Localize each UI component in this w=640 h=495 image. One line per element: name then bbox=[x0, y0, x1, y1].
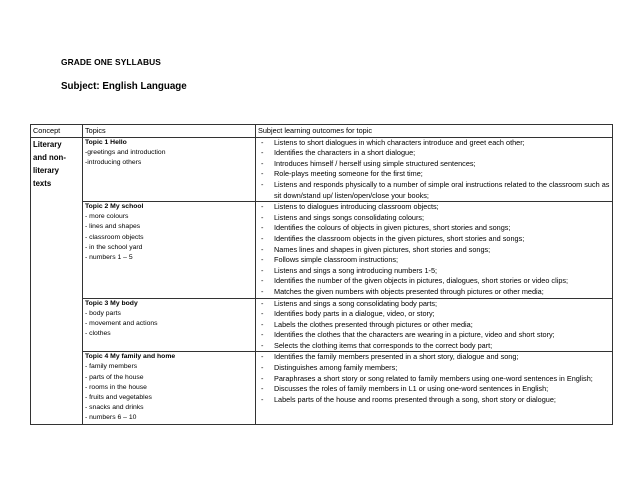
outcome-item: - Distinguishes among family members; bbox=[258, 363, 610, 374]
outcome-item: - Selects the clothing items that corresponds to the correct body part; bbox=[258, 341, 610, 352]
outcome-item: - Identifies the family members presented in a short story, dialogue and song; bbox=[258, 352, 610, 363]
table-row bbox=[31, 202, 613, 298]
outcome-item: - Names lines and shapes in given pictures, short stories and songs; bbox=[258, 245, 610, 256]
outcome-item: - Paraphrases a short story or song related to family members using one-word sentences in English; bbox=[258, 374, 610, 385]
outcome-item: - Identifies the number of the given objects in pictures, dialogues, short stories or video clips; bbox=[258, 276, 610, 287]
topic-cell bbox=[83, 202, 256, 298]
outcomes-cell bbox=[256, 137, 613, 202]
topic-item: - numbers 1 – 5 bbox=[85, 253, 133, 261]
outcomes-list bbox=[258, 138, 610, 202]
topic-cell bbox=[83, 298, 256, 352]
topic-cell bbox=[83, 137, 256, 202]
header-topics: Topics bbox=[83, 125, 256, 138]
outcome-item: - Listens and sings a song introducing numbers 1-5; bbox=[258, 266, 610, 277]
topic-title: Topic 3 My body bbox=[85, 299, 138, 307]
outcome-item: - Follows simple classroom instructions; bbox=[258, 255, 610, 266]
concept-line: and non- bbox=[33, 152, 66, 162]
header-outcomes: Subject learning outcomes for topic bbox=[256, 125, 613, 138]
outcomes-list bbox=[258, 299, 610, 352]
topic-item: - more colours bbox=[85, 213, 129, 221]
topic-item: - numbers 6 – 10 bbox=[85, 414, 137, 422]
topic-item: - parts of the house bbox=[85, 373, 144, 381]
topic-item: - lines and shapes bbox=[85, 223, 141, 231]
topic-cell bbox=[83, 352, 256, 424]
concept-line: Literary bbox=[33, 139, 62, 149]
syllabus-table bbox=[30, 124, 613, 425]
outcomes-list bbox=[258, 352, 610, 405]
header-concept: Concept bbox=[31, 125, 83, 138]
concept-line: literary bbox=[33, 165, 60, 175]
concept-cell bbox=[31, 137, 83, 424]
outcome-item: - Listens and responds physically to a number of simple oral instructions related to the classroom such as sit down/stand up/ listen/open/close your books; bbox=[258, 180, 610, 201]
outcome-item: - Discusses the roles of family members in L1 or using one-word sentences in English; bbox=[258, 384, 610, 395]
table-row bbox=[31, 298, 613, 352]
outcome-item: - Listens to dialogues introducing classroom objects; bbox=[258, 202, 610, 213]
table-row bbox=[31, 137, 613, 202]
table-body bbox=[31, 137, 613, 424]
outcomes-list bbox=[258, 202, 610, 297]
document-title: GRADE ONE SYLLABUS bbox=[61, 57, 161, 67]
outcome-item: - Introduces himself / herself using simple structured sentences; bbox=[258, 159, 610, 170]
outcome-item: - Identifies the colours of objects in given pictures, short stories and songs; bbox=[258, 223, 610, 234]
outcome-item: - Identifies the clothes that the characters are wearing in a picture, video and short story; bbox=[258, 330, 610, 341]
document-subject: Subject: English Language bbox=[61, 81, 187, 92]
topic-item: - family members bbox=[85, 363, 138, 371]
outcome-item: - Labels the clothes presented through pictures or other media; bbox=[258, 320, 610, 331]
outcomes-cell bbox=[256, 298, 613, 352]
table-row bbox=[31, 352, 613, 424]
outcomes-cell bbox=[256, 352, 613, 424]
topic-title: Topic 4 My family and home bbox=[85, 353, 176, 361]
topic-item: - movement and actions bbox=[85, 319, 158, 327]
topic-item: - classroom objects bbox=[85, 233, 144, 241]
outcome-item: - Identifies body parts in a dialogue, video, or story; bbox=[258, 309, 610, 320]
outcome-item: - Identifies the characters in a short dialogue; bbox=[258, 148, 610, 159]
outcome-item: - Listens and sings a song consolidating body parts; bbox=[258, 299, 610, 310]
topic-item: - fruits and vegetables bbox=[85, 394, 152, 402]
outcome-item: - Matches the given numbers with objects presented through pictures or other media; bbox=[258, 287, 610, 298]
topic-item: - snacks and drinks bbox=[85, 404, 144, 412]
topic-item: -introducing others bbox=[85, 158, 142, 166]
topic-item: - body parts bbox=[85, 309, 121, 317]
concept-line: texts bbox=[33, 178, 52, 188]
table-header-row bbox=[31, 125, 613, 138]
outcome-item: - Labels parts of the house and rooms presented through a song, short story or dialogue; bbox=[258, 395, 610, 406]
topic-item: - rooms in the house bbox=[85, 383, 147, 391]
topic-item: - in the school yard bbox=[85, 243, 143, 251]
outcome-item: - Role-plays meeting someone for the first time; bbox=[258, 169, 610, 180]
outcomes-cell bbox=[256, 202, 613, 298]
topic-title: Topic 2 My school bbox=[85, 203, 144, 211]
topic-item: - clothes bbox=[85, 329, 111, 337]
outcome-item: - Listens and sings songs consolidating colours; bbox=[258, 213, 610, 224]
outcome-item: - Listens to short dialogues in which characters introduce and greet each other; bbox=[258, 138, 610, 149]
topic-title: Topic 1 Hello bbox=[85, 138, 127, 146]
topic-item: -greetings and introduction bbox=[85, 148, 166, 156]
outcome-item: - Identifies the classroom objects in the given pictures, short stories and songs; bbox=[258, 234, 610, 245]
